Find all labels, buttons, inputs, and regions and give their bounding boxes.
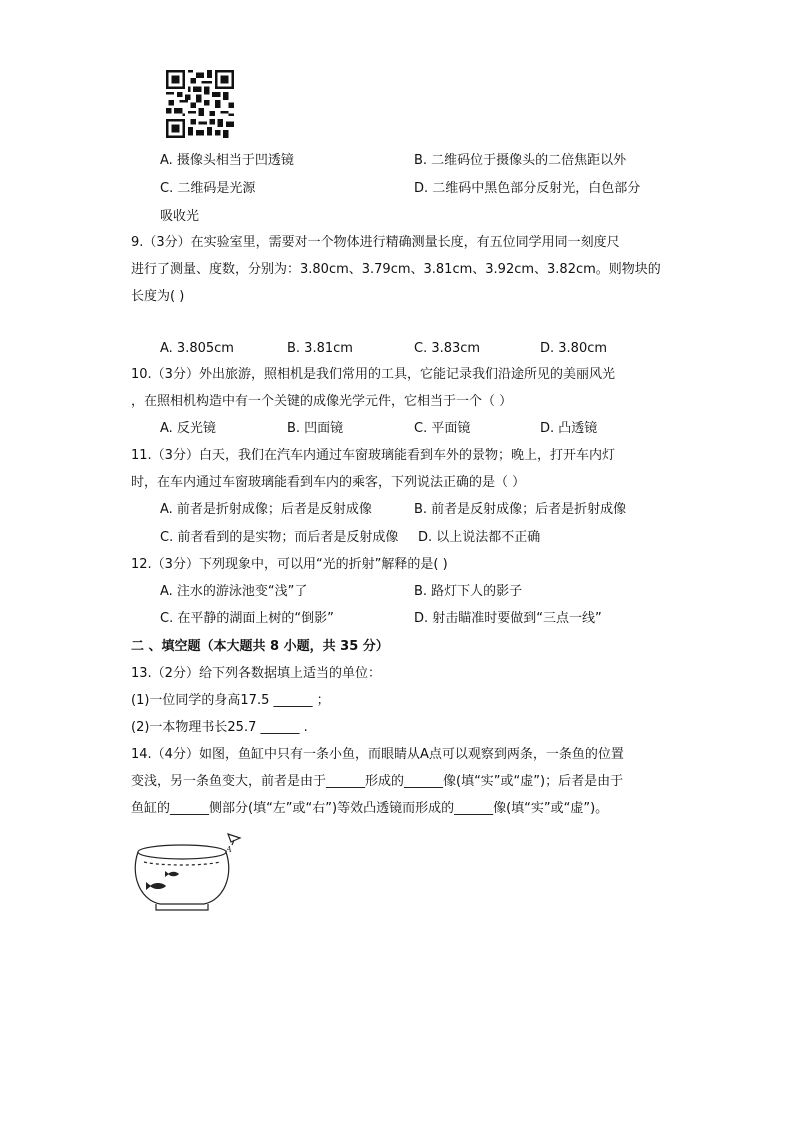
q9-stem-line3: 长度为( )	[131, 289, 185, 304]
q9-option-b: B. 3.81cm	[287, 341, 353, 356]
q9-option-d: D. 3.80cm	[540, 341, 608, 356]
q13-item-1: (1)一位同学的身高17.5 ______ ；	[131, 693, 330, 708]
section-heading-fill-blank: 二 、填空题（本大题共 8 小题，共 35 分）	[131, 639, 389, 654]
q10-stem-line1: 10.（3分）外出旅游，照相机是我们常用的工具，它能记录我们沿途所见的美丽风光	[131, 367, 615, 382]
q12-option-d: D. 射击瞄准时要做到“三点一线”	[414, 611, 602, 626]
q8-option-d: D. 二维码中黑色部分反射光，白色部分	[414, 181, 641, 196]
q10-option-b: B. 凹面镜	[287, 421, 344, 436]
q9-option-a: A. 3.805cm	[160, 341, 234, 356]
q12-option-c: C. 在平静的湖面上树的“倒影”	[160, 611, 334, 626]
q14-stem-line1: 14.（4分）如图，鱼缸中只有一条小鱼，而眼睛从A点可以观察到两条，一条鱼的位置	[131, 747, 624, 762]
q12-option-a: A. 注水的游泳池变“浅”了	[160, 584, 308, 599]
q14-stem-line3: 鱼缸的______侧部分(填“左”或“右”)等效凸透镜而形成的______像(填“实”或“虚”)。	[131, 801, 609, 816]
q11-stem-line1: 11.（3分）白天，我们在汽车内通过车窗玻璃能看到车外的景物；晚上，打开车内灯	[131, 448, 615, 463]
fig-label-a: A	[226, 845, 232, 854]
q12-option-b: B. 路灯下人的影子	[414, 584, 523, 599]
q10-option-d: D. 凸透镜	[540, 421, 598, 436]
q11-stem-line2: 时，在车内通过车窗玻璃能看到车内的乘客，下列说法正确的是（ ）	[131, 475, 526, 490]
q11-option-d: D. 以上说法都不正确	[418, 530, 541, 545]
q8-option-a: A. 摄像头相当于凹透镜	[160, 153, 294, 168]
q13-stem: 13.（2分）给下列各数据填上适当的单位：	[131, 666, 381, 681]
q10-option-c: C. 平面镜	[414, 421, 471, 436]
q8-option-c: C. 二维码是光源	[160, 181, 256, 196]
q9-stem-line2: 进行了测量、度数，分别为：3.80cm、3.79cm、3.81cm、3.92cm、3.82cm。则物块的	[131, 262, 661, 277]
q11-option-a: A. 前者是折射成像；后者是反射成像	[160, 502, 372, 517]
q9-stem-line1: 9.（3分）在实验室里，需要对一个物体进行精确测量长度，有五位同学用同一刻度尺	[131, 235, 620, 250]
q10-option-a: A. 反光镜	[160, 421, 216, 436]
q13-item-2: (2)一本物理书长25.7 ______ .	[131, 720, 308, 735]
qr-code-image	[165, 70, 235, 138]
q9-option-c: C. 3.83cm	[414, 341, 481, 356]
q11-option-b: B. 前者是反射成像；后者是折射成像	[414, 502, 627, 517]
q11-option-c: C. 前者看到的是实物；而后者是反射成像	[160, 530, 399, 545]
q8-option-b: B. 二维码位于摄像头的二倍焦距以外	[414, 153, 627, 168]
q8-option-d-continued: 吸收光	[160, 209, 200, 224]
q14-stem-line2: 变浅，另一条鱼变大，前者是由于______形成的______像(填“实”或“虚”)；后者是由于	[131, 774, 624, 789]
q12-stem: 12.（3分）下列现象中，可以用“光的折射”解释的是( )	[131, 557, 448, 572]
fish-bowl-figure	[130, 830, 250, 912]
q10-stem-line2: ，在照相机构造中有一个关键的成像光学元件，它相当于一个（ ）	[131, 394, 513, 409]
